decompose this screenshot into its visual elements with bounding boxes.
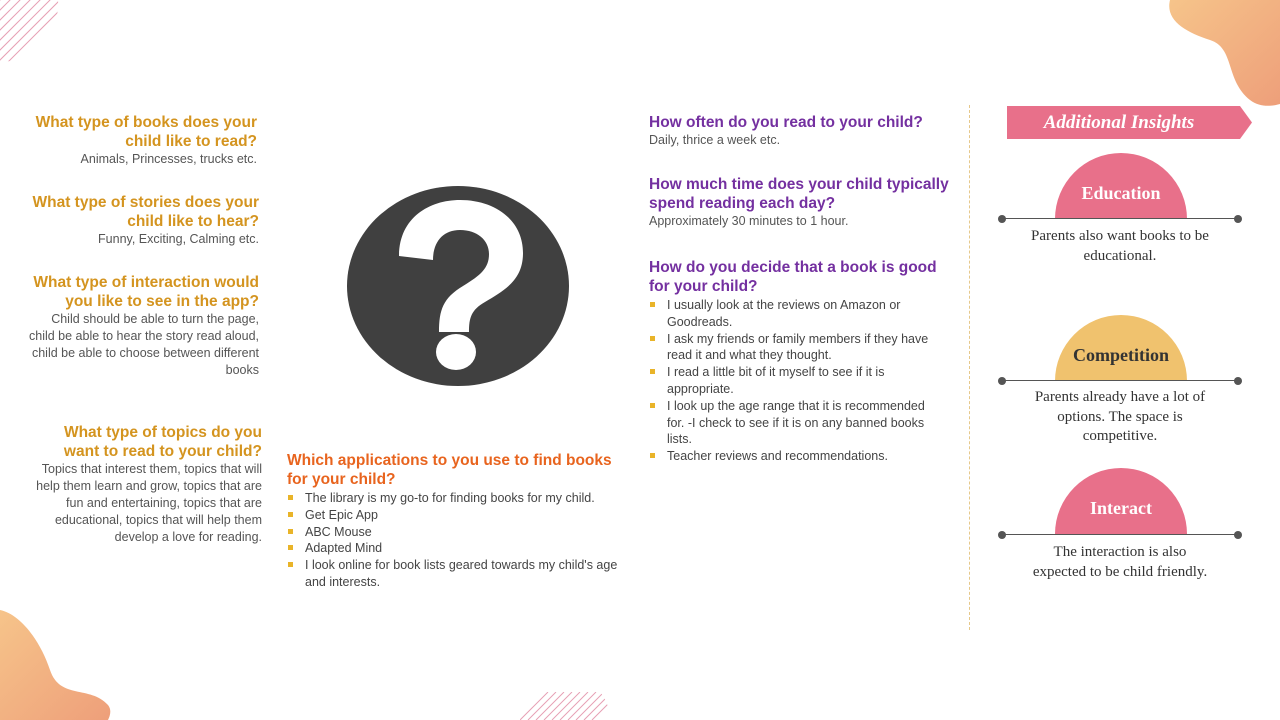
left-question-2 [29, 193, 259, 248]
question-heading: What type of stories does your child like to hear? [32, 194, 259, 230]
list-item: I look up the age range that it is recommended for. -I check to see if it is on any banned books lists. [649, 398, 934, 448]
insight-label: Interact [1090, 498, 1152, 518]
blob-decoration-icon [1165, 0, 1280, 110]
question-heading: How often do you read to your child? [649, 114, 923, 131]
insights-title: Additional Insights [1043, 112, 1195, 133]
right-question-1 [649, 113, 949, 149]
insight-description: Parents also want books to be educational. [1031, 228, 1209, 264]
apps-question-heading: Which applications to you use to find books for your child? [287, 452, 612, 488]
question-heading: What type of books does your child like to read? [35, 114, 257, 150]
answer-text: Funny, Exciting, Calming etc. [98, 232, 259, 246]
question-heading: What type of interaction would you like to see in the app? [33, 274, 259, 310]
criteria-list [649, 297, 934, 465]
line-endpoint-dot [998, 377, 1006, 385]
list-item: I look online for book lists geared towards my child's age and interests. [287, 557, 632, 591]
line-endpoint-dot [998, 215, 1006, 223]
line-endpoint-dot [1234, 215, 1242, 223]
list-item: Get Epic App [287, 507, 632, 524]
list-item: Teacher reviews and recommendations. [649, 448, 934, 465]
right-question-3 [649, 258, 949, 465]
left-question-1 [27, 113, 257, 168]
apps-list [287, 490, 632, 591]
question-mark-icon [347, 186, 569, 386]
answer-text: Approximately 30 minutes to 1 hour. [649, 214, 849, 228]
right-question-2 [649, 175, 949, 230]
hatch-decoration-icon [520, 692, 610, 720]
question-heading: What type of topics do you want to read to your child? [63, 424, 262, 460]
insight-label: Education [1081, 183, 1161, 203]
dashed-divider [969, 105, 970, 630]
line-endpoint-dot [1234, 531, 1242, 539]
answer-text: Daily, thrice a week etc. [649, 133, 781, 147]
hatch-decoration-icon [0, 0, 62, 64]
list-item: I ask my friends or family members if they have read it and what they thought. [649, 331, 934, 365]
insight-line [1002, 218, 1238, 219]
list-item: I read a little bit of it myself to see if it is appropriate. [649, 364, 934, 398]
insight-description: The interaction is also expected to be child friendly. [1032, 544, 1208, 580]
answer-text: Topics that interest them, topics that will help them learn and grow, topics that are fun and entertaining, topics that are educational, topics that will help them develop a love for reading. [36, 462, 262, 544]
list-item: I usually look at the reviews on Amazon or Goodreads. [649, 297, 934, 331]
answer-text: Child should be able to turn the page, child be able to hear the story read aloud, child be able to choose between different books [29, 312, 260, 377]
list-item: Adapted Mind [287, 540, 632, 557]
insight-line [1002, 380, 1238, 381]
insight-line [1002, 534, 1238, 535]
list-item: ABC Mouse [287, 524, 632, 541]
list-item: The library is my go-to for finding books for my child. [287, 490, 632, 507]
answer-text: Animals, Princesses, trucks etc. [80, 152, 257, 166]
line-endpoint-dot [998, 531, 1006, 539]
left-question-3 [29, 273, 259, 379]
question-heading: How do you decide that a book is good for your child? [649, 259, 937, 295]
insight-label: Competition [1073, 345, 1169, 365]
insight-description: Parents already have a lot of options. The space is competitive. [1034, 389, 1206, 444]
apps-section [287, 451, 632, 591]
line-endpoint-dot [1234, 377, 1242, 385]
blob-decoration-icon [0, 610, 112, 720]
left-question-4 [32, 423, 262, 546]
question-heading: How much time does your child typically spend reading each day? [649, 176, 949, 212]
